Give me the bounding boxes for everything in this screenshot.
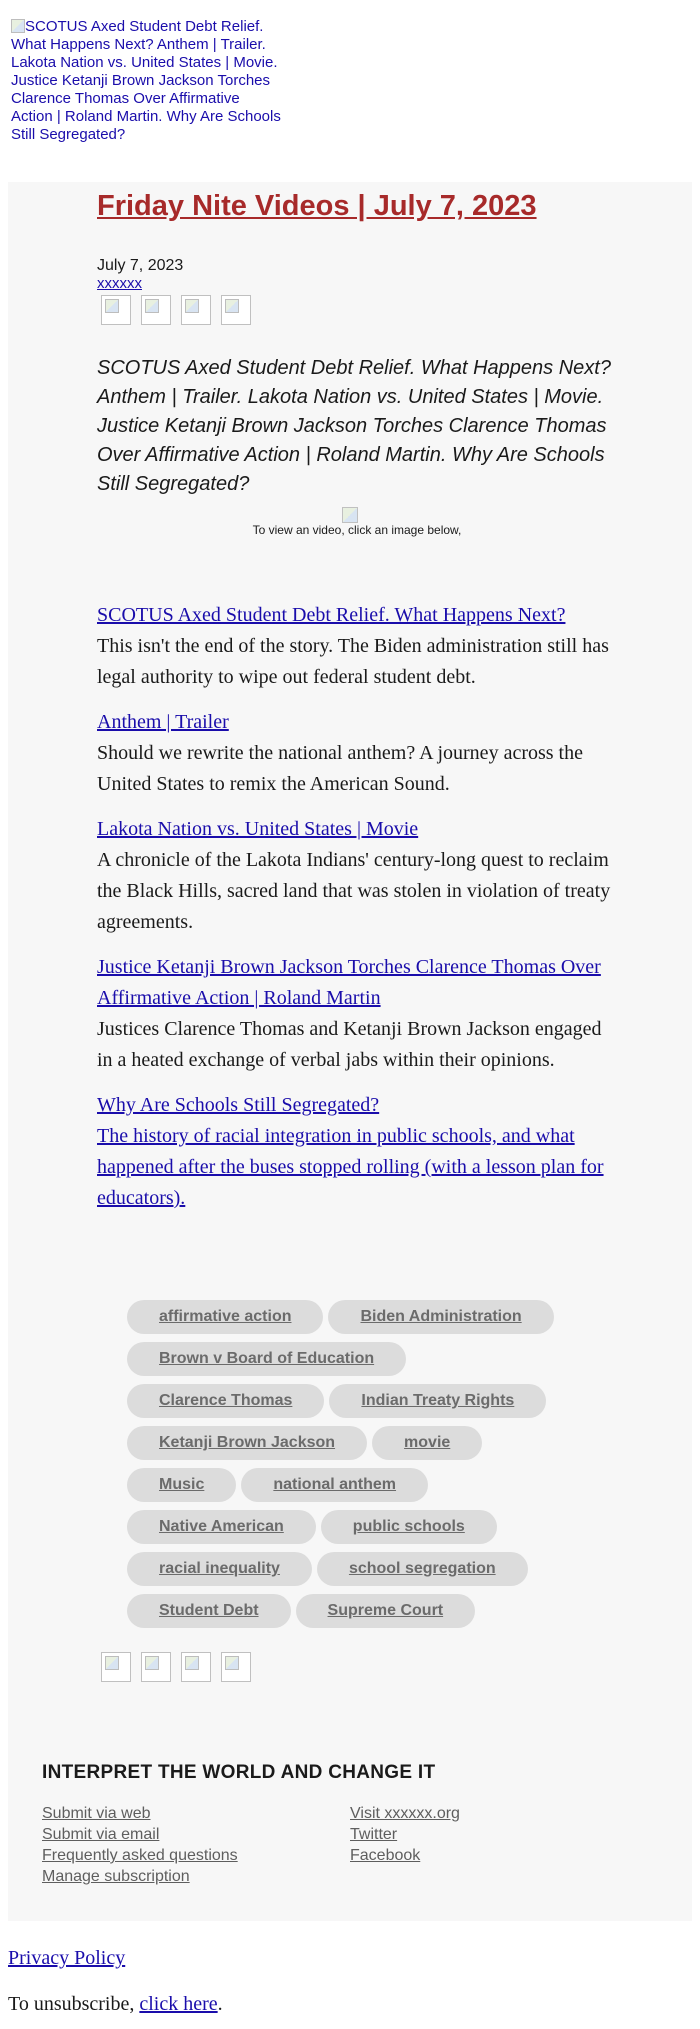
facebook-link[interactable]: Facebook: [350, 1847, 421, 1864]
tag-ketanji-brown-jackson[interactable]: Ketanji Brown Jackson: [127, 1426, 367, 1460]
video-hint-image: [342, 507, 358, 523]
video-link-student-debt[interactable]: SCOTUS Axed Student Debt Relief. What Happens Next?: [97, 604, 566, 626]
tag-public-schools[interactable]: public schools: [321, 1510, 497, 1544]
submit-via-web-link[interactable]: Submit via web: [42, 1805, 151, 1822]
unsubscribe-link[interactable]: click here: [139, 1993, 218, 2015]
tag-native-american[interactable]: Native American: [127, 1510, 316, 1544]
tag-list: [127, 1300, 567, 1636]
tag-brown-v-board[interactable]: Brown v Board of Education: [127, 1342, 406, 1376]
share-facebook-icon[interactable]: [101, 295, 131, 325]
post-intro: SCOTUS Axed Student Debt Relief. What Happens Next? Anthem | Trailer. Lakota Nation vs. United States | Movie. Justice Ketanji Brown Jackson Torches Clarence Thomas Over Affirmative Action | Roland Martin. Why Are Schools Still Segregated?: [97, 357, 611, 495]
video-link-lakota-nation[interactable]: Lakota Nation vs. United States | Movie: [97, 818, 419, 840]
main-panel: [8, 182, 692, 1921]
video-description: This isn't the end of the story. The Biden administration still has legal authority to wipe out federal student debt.: [97, 635, 609, 688]
post-author-link[interactable]: xxxxxx: [97, 275, 142, 292]
tag-student-debt[interactable]: Student Debt: [127, 1594, 291, 1628]
footer-heading: INTERPRET THE WORLD AND CHANGE IT: [42, 1762, 436, 1783]
share-facebook-icon[interactable]: [101, 1652, 131, 1682]
manage-subscription-link[interactable]: Manage subscription: [42, 1868, 190, 1885]
tag-supreme-court[interactable]: Supreme Court: [296, 1594, 476, 1628]
video-item: [97, 952, 617, 1076]
video-item: [97, 707, 617, 800]
unsubscribe-text: [8, 1992, 223, 2016]
tag-indian-treaty-rights[interactable]: Indian Treaty Rights: [329, 1384, 546, 1418]
visit-site-link[interactable]: Visit xxxxxx.org: [350, 1805, 460, 1822]
broken-image-icon: [11, 19, 25, 33]
share-buttons-bottom: [101, 1652, 261, 1682]
video-description: Justices Clarence Thomas and Ketanji Brown Jackson engaged in a heated exchange of verbal jabs within their opinions.: [97, 1018, 602, 1071]
faq-link[interactable]: Frequently asked questions: [42, 1847, 238, 1864]
share-buttons-top: [101, 295, 261, 325]
newsletter-footer: [42, 1762, 662, 1885]
video-hint: To view an video, click an image below,: [252, 523, 462, 537]
video-item: [97, 600, 617, 693]
footer-links-left: [42, 1803, 238, 1887]
video-description: Should we rewrite the national anthem? A journey across the United States to remix the American Sound.: [97, 742, 583, 795]
video-link-schools-segregated[interactable]: Why Are Schools Still Segregated?: [97, 1094, 380, 1116]
share-linkedin-icon[interactable]: [181, 295, 211, 325]
privacy-policy-link[interactable]: Privacy Policy: [8, 1947, 126, 1969]
unsubscribe-suffix: .: [217, 1993, 223, 2015]
video-link-anthem[interactable]: Anthem | Trailer: [97, 711, 229, 733]
video-item: [97, 814, 617, 938]
header-image-alt: SCOTUS Axed Student Debt Relief. What Happens Next? Anthem | Trailer. Lakota Nation vs. United States | Movie. Justice Ketanji Brown Jackson Torches Clarence Thomas Over Affirmative Action | Roland Martin. Why Are Schools Still Segregated?: [11, 18, 281, 143]
share-email-icon[interactable]: [221, 1652, 251, 1682]
tag-movie[interactable]: movie: [372, 1426, 482, 1460]
tag-national-anthem[interactable]: national anthem: [241, 1468, 428, 1502]
submit-via-email-link[interactable]: Submit via email: [42, 1826, 160, 1843]
video-list: [97, 600, 617, 1228]
tag-racial-inequality[interactable]: racial inequality: [127, 1552, 312, 1586]
video-item: [97, 1090, 617, 1214]
video-link-ketanji-jackson[interactable]: Justice Ketanji Brown Jackson Torches Clarence Thomas Over Affirmative Action | Roland Martin: [97, 956, 601, 1009]
post-title-link[interactable]: Friday Nite Videos | July 7, 2023: [97, 190, 537, 222]
share-twitter-icon[interactable]: [141, 295, 171, 325]
header-image[interactable]: [8, 16, 286, 166]
tag-clarence-thomas[interactable]: Clarence Thomas: [127, 1384, 324, 1418]
unsubscribe-prefix: To unsubscribe,: [8, 1993, 140, 2015]
share-email-icon[interactable]: [221, 295, 251, 325]
tag-school-segregation[interactable]: school segregation: [317, 1552, 528, 1586]
tag-biden-administration[interactable]: Biden Administration: [328, 1300, 553, 1334]
post-date: July 7, 2023: [97, 257, 184, 274]
video-description: A chronicle of the Lakota Indians' century-long quest to reclaim the Black Hills, sacred land that was stolen in violation of treaty agreements.: [97, 849, 611, 933]
share-linkedin-icon[interactable]: [181, 1652, 211, 1682]
footer-links-right: [350, 1803, 460, 1866]
tag-affirmative-action[interactable]: affirmative action: [127, 1300, 323, 1334]
share-twitter-icon[interactable]: [141, 1652, 171, 1682]
tag-music[interactable]: Music: [127, 1468, 236, 1502]
video-description-link[interactable]: The history of racial integration in public schools, and what happened after the buses stopped rolling (with a lesson plan for educators).: [97, 1125, 604, 1209]
twitter-link[interactable]: Twitter: [350, 1826, 398, 1843]
